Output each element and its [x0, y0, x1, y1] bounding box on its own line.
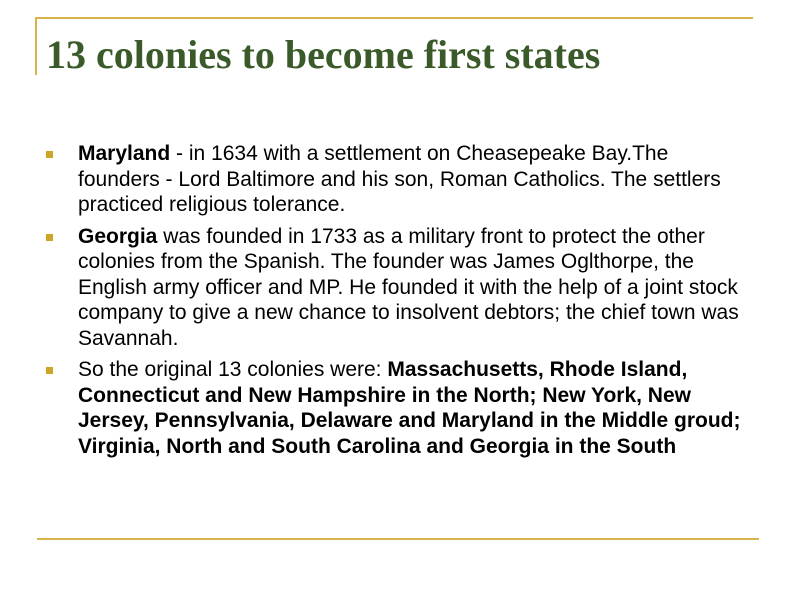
bullet-bold-colonies-list: Massachusetts, Rhode Island, Connecticut and New Hampshire in the North; New York, New Jersey, Pennsylvania, Delaware and Maryland in the Middle groud; Virginia, North and South Carolina and Georgia in the South [78, 358, 741, 458]
bullet-item-georgia [46, 224, 741, 352]
square-bullet-icon [46, 367, 53, 374]
slide-title: 13 colonies to become first states [46, 32, 601, 77]
square-bullet-icon [46, 151, 53, 158]
square-bullet-icon [46, 234, 53, 241]
bullet-text-colonies-intro: So the original 13 colonies were: [78, 358, 388, 381]
bullet-text-maryland: - in 1634 with a settlement on Cheasepeake Bay.The founders - Lord Baltimore and his son, Roman Catholics. The settlers practiced religious tolerance. [78, 142, 721, 216]
bullet-bold-maryland: Maryland [78, 142, 171, 165]
top-rule [37, 17, 753, 19]
bottom-rule [37, 538, 759, 540]
bullet-item-maryland [46, 141, 741, 218]
bullet-bold-georgia: Georgia [78, 224, 158, 248]
left-rule [35, 17, 37, 75]
bullet-list [46, 141, 741, 465]
bullet-item-colonies-list [46, 357, 741, 459]
bullet-text-georgia: was founded in 1733 as a military front to protect the other colonies from the Spanish. The founder was James Oglthorpe, the English army officer and MP. He founded it with the help of a joint stock company to give a new chance to insolvent debtors; the chief town was Savannah. [78, 224, 739, 350]
